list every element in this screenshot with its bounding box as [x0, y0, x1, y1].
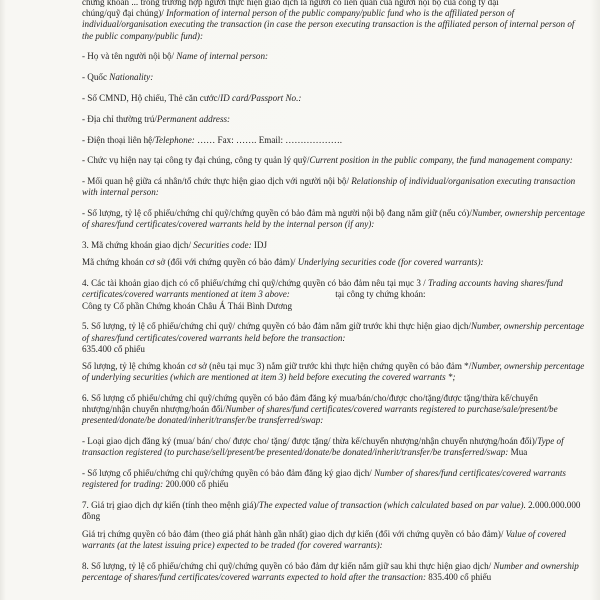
field-label-en: Permanent address:: [156, 113, 231, 124]
item6-trading-quantity: [82, 468, 587, 490]
field-label-en: Telephone:: [154, 134, 195, 145]
field-internal-name: [82, 51, 587, 62]
item5-underlying-before: [82, 361, 587, 383]
item5-label-en: Number, ownership percentage of shares/fund certificates/covered warrants held before the transaction:: [82, 321, 585, 343]
item6-label-vi: 6. Số lượng cổ phiếu/chứng chỉ quỹ/chứng quyền có bảo đảm đăng ký mua/bán/cho/được cho/tặng/được tặng/thừa kế/chuyển nhượng/nhận chuyển nhượng/hoán đổi/: [82, 393, 538, 415]
item5-holdings-before: [82, 321, 587, 355]
item7-label-vi: 7. Giá trị giao dịch dự kiến (tính theo mệnh giá)/: [82, 500, 259, 511]
item6-type-en: Type of transaction registered (to purchase/sell/present/be presented/donate/be donated/inherit/transfer/be transferred/swap:: [82, 436, 564, 458]
field-label-vi: - Số lượng, tỷ lệ cổ phiếu/chứng chỉ quỹ/chứng quyền có bảo đảm mà người nội bộ đang nắm giữ (nếu có)/: [82, 208, 472, 219]
item3-sub-en: Underlying securities code (for covered warrants):: [297, 257, 484, 268]
field-label-vi: - Mối quan hệ giữa cá nhân/tổ chức thực hiện giao dịch với người nội bộ/: [82, 176, 352, 187]
item8-label-en: Number and ownership percentage of shares/fund certificates/covered warrants expected to hold after the transaction:: [82, 560, 579, 582]
intro-paragraph: [82, 0, 587, 42]
field-id-card: [82, 93, 587, 104]
item7-sub-vi: Giá trị chứng quyền có bảo đảm (theo giá phát hành gần nhất) giao dịch dự kiến (đối với chứng quyền có bảo đảm)/: [82, 528, 506, 539]
field-value: …… Fax: ……. Email: ……………….: [194, 134, 343, 145]
item6-label-en: Number of shares/fund certificates/covered warrants registered to purchase/sale/present/be presented/donate/be donated/inherit/transfer/be transferred/swap:: [82, 404, 558, 426]
field-nationality: [82, 72, 587, 83]
item6-qty-vi: - Số lượng cổ phiếu/chứng chỉ quỹ/chứng quyền có bảo đảm đăng ký giao dịch/: [82, 468, 375, 479]
item5-label-vi: 5. Số lượng, tỷ lệ cổ phiếu/chứng chỉ quỹ/ chứng quyền có bảo đảm nắm giữ trước khi thực hiện giao dịch/: [82, 321, 471, 332]
item5-value: 635.400 cổ phiếu: [82, 343, 145, 354]
field-label-vi: - Chức vụ hiện nay tại công ty đại chúng, công ty quản lý quỹ/: [82, 155, 310, 166]
item7-expected-value: [82, 500, 587, 522]
field-address: [82, 114, 587, 125]
field-label-en: Current position in the public company, the fund management company:: [309, 155, 573, 166]
item5-sub-en: Number, ownership percentage of underlying securities (which are mentioned at item 3) held before executing the covered warrants *;: [82, 361, 585, 383]
item3-underlying-code: [82, 257, 587, 268]
item3-securities-code: [82, 240, 587, 251]
intro-line2: chúng/quỹ đại chúng)/: [82, 8, 167, 19]
item7-sub-en: Value of covered warrants (at the latest issuing price) expected to be traded (for covered warrants):: [82, 528, 566, 550]
field-label-vi: - Quốc: [82, 72, 110, 83]
item8-holdings-after: [82, 561, 587, 583]
field-label-vi: - Số CMND, Hộ chiếu, Thẻ căn cước/: [82, 93, 221, 103]
item6-type-value: Mua: [508, 447, 528, 458]
field-internal-holdings: [82, 208, 587, 230]
item3-label-vi: 3. Mã chứng khoán giao dịch/: [82, 240, 194, 251]
item6-transaction-type: [82, 436, 587, 458]
intro-line1: chứng khoán ... trong trường hợp người thực hiện giao dịch là người có liên quan của người nội bộ của công ty đại: [82, 0, 499, 7]
item8-label-vi: 8. Số lượng, tỷ lệ cổ phiếu/chứng chỉ quỹ/chứng quyền có bảo đảm dự kiến nắm giữ sau khi thực hiện giao dịch/: [82, 560, 494, 571]
field-position: [82, 155, 587, 166]
field-label-vi: - Điện thoại liên hệ/: [82, 134, 155, 145]
item6-qty-en: Number of shares/fund certificates/covered warrants registered for trading:: [82, 468, 566, 490]
item6-type-vi: - Loại giao dịch đăng ký (mua/ bán/ cho/ được cho/ tặng/ được tặng/ thừa kế/chuyển nhượng/nhận chuyển nhượng/hoán đổi)/: [82, 436, 538, 447]
field-telephone: [82, 135, 587, 146]
item4-trading-accounts: [82, 278, 587, 312]
item7-covered-warrant-value: [82, 529, 587, 551]
item3-label-en: Securities code:: [193, 240, 252, 251]
item5-sub-vi: Số lượng, tỷ lệ chứng khoán cơ sở (nêu tại mục 3) nắm giữ trước khi thực hiện chứng quyền có bảo đảm */: [82, 361, 472, 371]
item4-value: Công ty Cổ phần Chứng khoán Châu Á Thái Bình Dương: [82, 300, 293, 311]
item4-label-en: Trading accounts having shares/fund certificates/covered warrants mentioned at item 3 above:: [82, 278, 563, 300]
field-label-en: Number, ownership percentage of shares/fund certificates/covered warrants held by the internal person (if any):: [82, 208, 585, 230]
item6-registered-quantity: [82, 393, 587, 427]
item7-value: 2.000.000.000 đồng: [82, 500, 581, 522]
document-body: [82, 0, 587, 593]
item7-label-en: The expected value of transaction (which calculated based on par value).: [258, 500, 526, 511]
intro-line2-en: Information of internal person of the public company/public fund who is the affiliated person of individual/organisation executing the transaction (in case the person executing transaction is the affiliated person of internal person of the public company/public fund):: [82, 8, 575, 41]
field-relationship: [82, 176, 587, 198]
item8-value: 835.400 cổ phiếu: [425, 571, 492, 582]
field-label-en: Name of internal person:: [176, 51, 269, 62]
field-label-en: ID card/Passport No.:: [220, 93, 302, 103]
item4-label-vi: 4. Các tài khoản giao dịch có cổ phiếu/chứng chỉ quỹ/chứng quyền có bảo đảm nêu tại mục 3 /: [82, 278, 428, 289]
item3-sub-vi: Mã chứng khoán cơ sở (đối với chứng quyền có bảo đảm)/: [82, 257, 298, 268]
field-label-en: Relationship of individual/organisation executing transaction with internal person:: [82, 176, 576, 198]
field-label-en: Nationality:: [109, 72, 154, 83]
item4-mid: tại công ty chứng khoán:: [289, 289, 428, 300]
field-label-vi: - Địa chỉ thường trú/: [82, 113, 157, 124]
item3-value: IDJ: [251, 240, 268, 251]
item6-qty-value: 200.000 cổ phiếu: [163, 479, 229, 490]
field-label-vi: - Họ và tên người nội bộ/: [82, 51, 177, 62]
